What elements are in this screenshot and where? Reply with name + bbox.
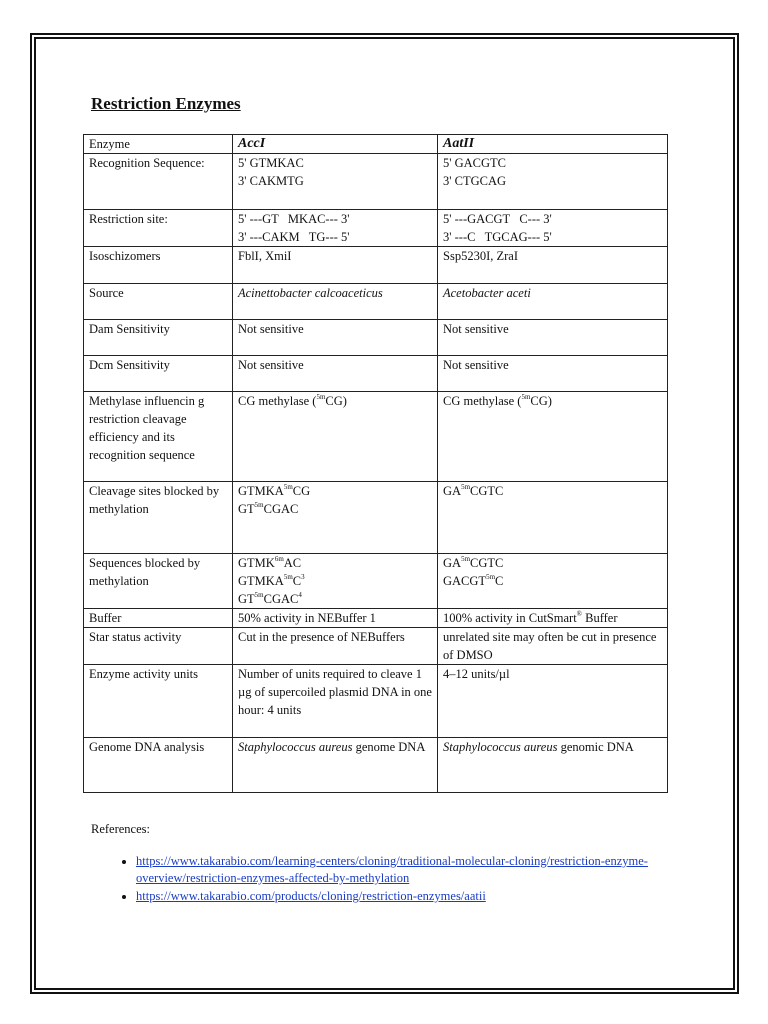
table-row-recognition [84,154,668,210]
cell-activity-units-aatii: 4–12 units/µl [438,665,668,738]
methylation-superscript: 5m [461,555,471,563]
text-segment: GA [443,484,462,498]
reference-item [136,888,676,905]
cell-source-aatii: Acetobacter aceti [438,284,668,320]
sequence-line: 3' ---CAKM TG--- 5' [238,230,350,244]
sequence-line [238,500,432,518]
table-row-restriction-site [84,210,668,247]
reference-link[interactable]: https://www.takarabio.com/learning-centers/cloning/traditional-molecular-cloning/restriction-enzyme-overview/restriction-enzymes-affected-by-methylation [136,854,648,885]
registered-mark: ® [576,610,582,618]
footnote-superscript: 3 [301,573,305,581]
text-segment: CG) [530,394,552,408]
text-segment: GA [443,556,462,570]
row-label-dam: Dam Sensitivity [84,320,233,356]
cell-methylase-aatii [438,392,668,482]
cell-restriction-site-acci [233,210,438,247]
table-row-sequences-blocked [84,554,668,609]
table-row-header [84,135,668,154]
text-segment: CGTC [470,484,504,498]
text-segment: GACGT [443,574,487,588]
cell-recognition-aatii [438,154,668,210]
methylation-superscript: 6m [274,555,284,563]
sequence-line: 5' GTMKAC [238,156,304,170]
sequence-line [238,572,432,590]
methylation-superscript: 5m [283,573,293,581]
cell-genome-aatii [438,738,668,793]
text-segment: genome DNA [352,740,426,754]
cell-star-activity-aatii: unrelated site may often be cut in presence of DMSO [438,628,668,665]
text-segment: GT [238,592,255,606]
methylation-superscript: 5m [461,483,471,491]
row-label-genome: Genome DNA analysis [84,738,233,793]
table-row-methylase [84,392,668,482]
sequence-line: 5' GACGTC [443,156,507,170]
enzyme-table [83,134,668,793]
sequence-line [238,482,432,500]
row-label-restriction-site: Restriction site: [84,210,233,247]
header-enzyme-acci: AccI [233,135,438,154]
row-label-activity-units: Enzyme activity units [84,665,233,738]
methylation-superscript: 5m [283,483,293,491]
sequence-line: 3' CAKMTG [238,174,304,188]
text-segment: CG methylase ( [238,394,317,408]
row-label-recognition: Recognition Sequence: [84,154,233,210]
text-segment: CGAC [263,502,299,516]
text-segment: GTMKA [238,574,284,588]
text-segment: 100% activity in CutSmart [443,611,577,625]
table-row-cleavage-blocked [84,482,668,554]
footnote-superscript: 4 [298,591,302,599]
text-segment: CGAC [263,592,299,606]
text-segment: CG methylase ( [443,394,522,408]
cell-cleavage-blocked-acci [233,482,438,554]
references-list [108,853,676,906]
row-label-dcm: Dcm Sensitivity [84,356,233,392]
reference-link[interactable]: https://www.takarabio.com/products/cloning/restriction-enzymes/aatii [136,889,486,903]
cell-isoschizomers-aatii: Ssp5230I, ZraI [438,247,668,284]
text-segment: CG [292,484,311,498]
table-row-star-activity [84,628,668,665]
text-segment: GTMK [238,556,275,570]
cell-star-activity-acci: Cut in the presence of NEBuffers [233,628,438,665]
methylation-superscript: 5m [521,393,531,401]
row-label-cleavage-blocked: Cleavage sites blocked by methylation [84,482,233,554]
cell-dam-acci: Not sensitive [233,320,438,356]
text-segment: C [495,574,504,588]
cell-recognition-acci [233,154,438,210]
table-row-source [84,284,668,320]
text-segment: C [292,574,302,588]
sequence-line [443,554,662,572]
row-label-source: Source [84,284,233,320]
row-label-sequences-blocked: Sequences blocked by methylation [84,554,233,609]
row-label-isoschizomers: Isoschizomers [84,247,233,284]
cell-buffer-acci: 50% activity in NEBuffer 1 [233,609,438,628]
methylation-superscript: 5m [316,393,326,401]
text-segment: genomic DNA [557,740,634,754]
methylation-superscript: 5m [254,591,264,599]
table-row-dam [84,320,668,356]
row-label-buffer: Buffer [84,609,233,628]
row-label-methylase: Methylase influencin g restriction cleavage efficiency and its recognition sequence [84,392,233,482]
text-segment: CGTC [470,556,504,570]
cell-isoschizomers-acci: FblI, XmiI [233,247,438,284]
row-label-star-activity: Star status activity [84,628,233,665]
cell-restriction-site-aatii [438,210,668,247]
sequence-line [238,554,432,572]
sequence-line: 5' ---GACGT C--- 3' [443,212,552,226]
text-segment: CG) [325,394,347,408]
table-row-buffer [84,609,668,628]
sequence-line [443,482,662,500]
methylation-superscript: 5m [254,501,264,509]
cell-sequences-blocked-aatii [438,554,668,609]
methylation-superscript: 5m [486,573,496,581]
references-label: References: [91,822,150,836]
organism-name: Staphylococcus aureus [443,740,558,754]
cell-buffer-aatii [438,609,668,628]
sequence-line [443,572,662,590]
text-segment: GTMKA [238,484,284,498]
cell-dam-aatii: Not sensitive [438,320,668,356]
cell-dcm-acci: Not sensitive [233,356,438,392]
cell-cleavage-blocked-aatii [438,482,668,554]
cell-source-acci: Acinettobacter calcoaceticus [233,284,438,320]
table-row-isoschizomers [84,247,668,284]
header-label: Enzyme [84,135,233,154]
reference-item [136,853,676,887]
text-segment: Buffer [582,611,618,625]
sequence-line: 5' ---GT MKAC--- 3' [238,212,350,226]
sequence-line [238,590,432,608]
sequence-line: 3' CTGCAG [443,174,507,188]
cell-genome-acci [233,738,438,793]
table-row-dcm [84,356,668,392]
cell-sequences-blocked-acci [233,554,438,609]
sequence-line: 3' ---C TGCAG--- 5' [443,230,552,244]
organism-name: Staphylococcus aureus [238,740,353,754]
cell-methylase-acci [233,392,438,482]
table-row-activity-units [84,665,668,738]
cell-dcm-aatii: Not sensitive [438,356,668,392]
table-row-genome [84,738,668,793]
page-title: Restriction Enzymes [91,94,241,113]
text-segment: GT [238,502,255,516]
text-segment: AC [283,556,302,570]
header-enzyme-aatii: AatII [438,135,668,154]
cell-activity-units-acci: Number of units required to cleave 1 µg of supercoiled plasmid DNA in one hour: 4 units [233,665,438,738]
